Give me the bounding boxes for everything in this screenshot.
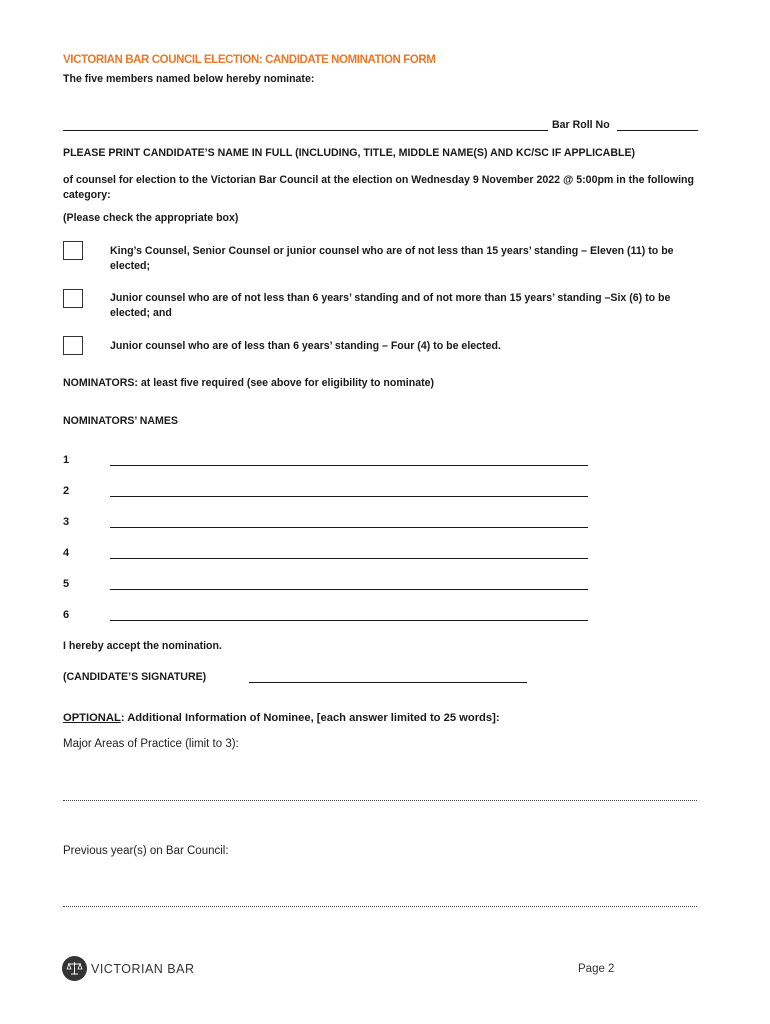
- nominator-name-field-6[interactable]: [110, 620, 588, 621]
- nominator-number: 6: [63, 609, 70, 621]
- practice-label: Major Areas of Practice (limit to 3):: [63, 738, 239, 750]
- nominator-number: 2: [63, 485, 70, 497]
- acceptance-statement: I hereby accept the nomination.: [63, 640, 222, 652]
- category-label-junior: Junior counsel who are of less than 6 years’ standing – Four (4) to be elected.: [110, 340, 501, 352]
- signature-field[interactable]: [249, 682, 527, 683]
- optional-heading: [63, 711, 500, 726]
- nominator-number: 5: [63, 578, 70, 590]
- category-label-senior: King’s Counsel, Senior Counsel or junior counsel who are of not less than 15 years’ standing – Eleven (11) to be elected;: [110, 245, 674, 272]
- scales-icon: [62, 956, 87, 981]
- optional-label: OPTIONAL: [63, 712, 121, 724]
- category-label-middle: Junior counsel who are of not less than 6 years’ standing and of not more than 15 years’ standing –Six (6) to be elected; and: [110, 292, 671, 319]
- check-instruction: (Please check the appropriate box): [63, 212, 239, 224]
- nominator-name-field-2[interactable]: [110, 496, 588, 497]
- candidate-name-field[interactable]: [63, 130, 548, 131]
- category-checkbox-junior[interactable]: [63, 336, 83, 355]
- scales-icon-svg: [66, 961, 83, 976]
- bar-roll-label: Bar Roll No: [552, 119, 610, 131]
- nominators-requirement: NOMINATORS: at least five required (see above for eligibility to nominate): [63, 377, 435, 389]
- council-answer-field[interactable]: [63, 906, 697, 907]
- page-number: Page 2: [578, 963, 615, 975]
- intro-text: The five members named below hereby nominate:: [63, 73, 315, 85]
- nominator-number: 3: [63, 516, 70, 528]
- nominator-name-field-4[interactable]: [110, 558, 588, 559]
- logo-text: VICTORIAN BAR: [91, 961, 195, 976]
- victorian-bar-logo: [62, 956, 195, 981]
- optional-heading-text: : Additional Information of Nominee, [each answer limited to 25 words]:: [120, 712, 500, 724]
- nominator-name-field-1[interactable]: [110, 465, 588, 466]
- election-text: of counsel for election to the Victorian Bar Council at the election on Wednesday 9 November 2022 @ 5:00pm in the following category:: [63, 174, 694, 201]
- council-label: Previous year(s) on Bar Council:: [63, 845, 229, 857]
- bar-roll-field[interactable]: [617, 130, 698, 131]
- nominators-heading: NOMINATORS’ NAMES: [63, 415, 178, 427]
- form-title: VICTORIAN BAR COUNCIL ELECTION: CANDIDATE NOMINATION FORM: [63, 54, 436, 66]
- category-checkbox-middle[interactable]: [63, 289, 83, 308]
- practice-answer-field[interactable]: [63, 800, 697, 801]
- nominator-number: 1: [63, 454, 70, 466]
- nominator-name-field-5[interactable]: [110, 589, 588, 590]
- signature-label: (CANDIDATE’S SIGNATURE): [63, 671, 207, 683]
- nominator-name-field-3[interactable]: [110, 527, 588, 528]
- print-instruction: PLEASE PRINT CANDIDATE’S NAME IN FULL (INCLUDING, TITLE, MIDDLE NAME(S) AND KC/SC IF APPLICABLE): [63, 147, 636, 159]
- nominator-number: 4: [63, 547, 70, 559]
- category-checkbox-senior[interactable]: [63, 241, 83, 260]
